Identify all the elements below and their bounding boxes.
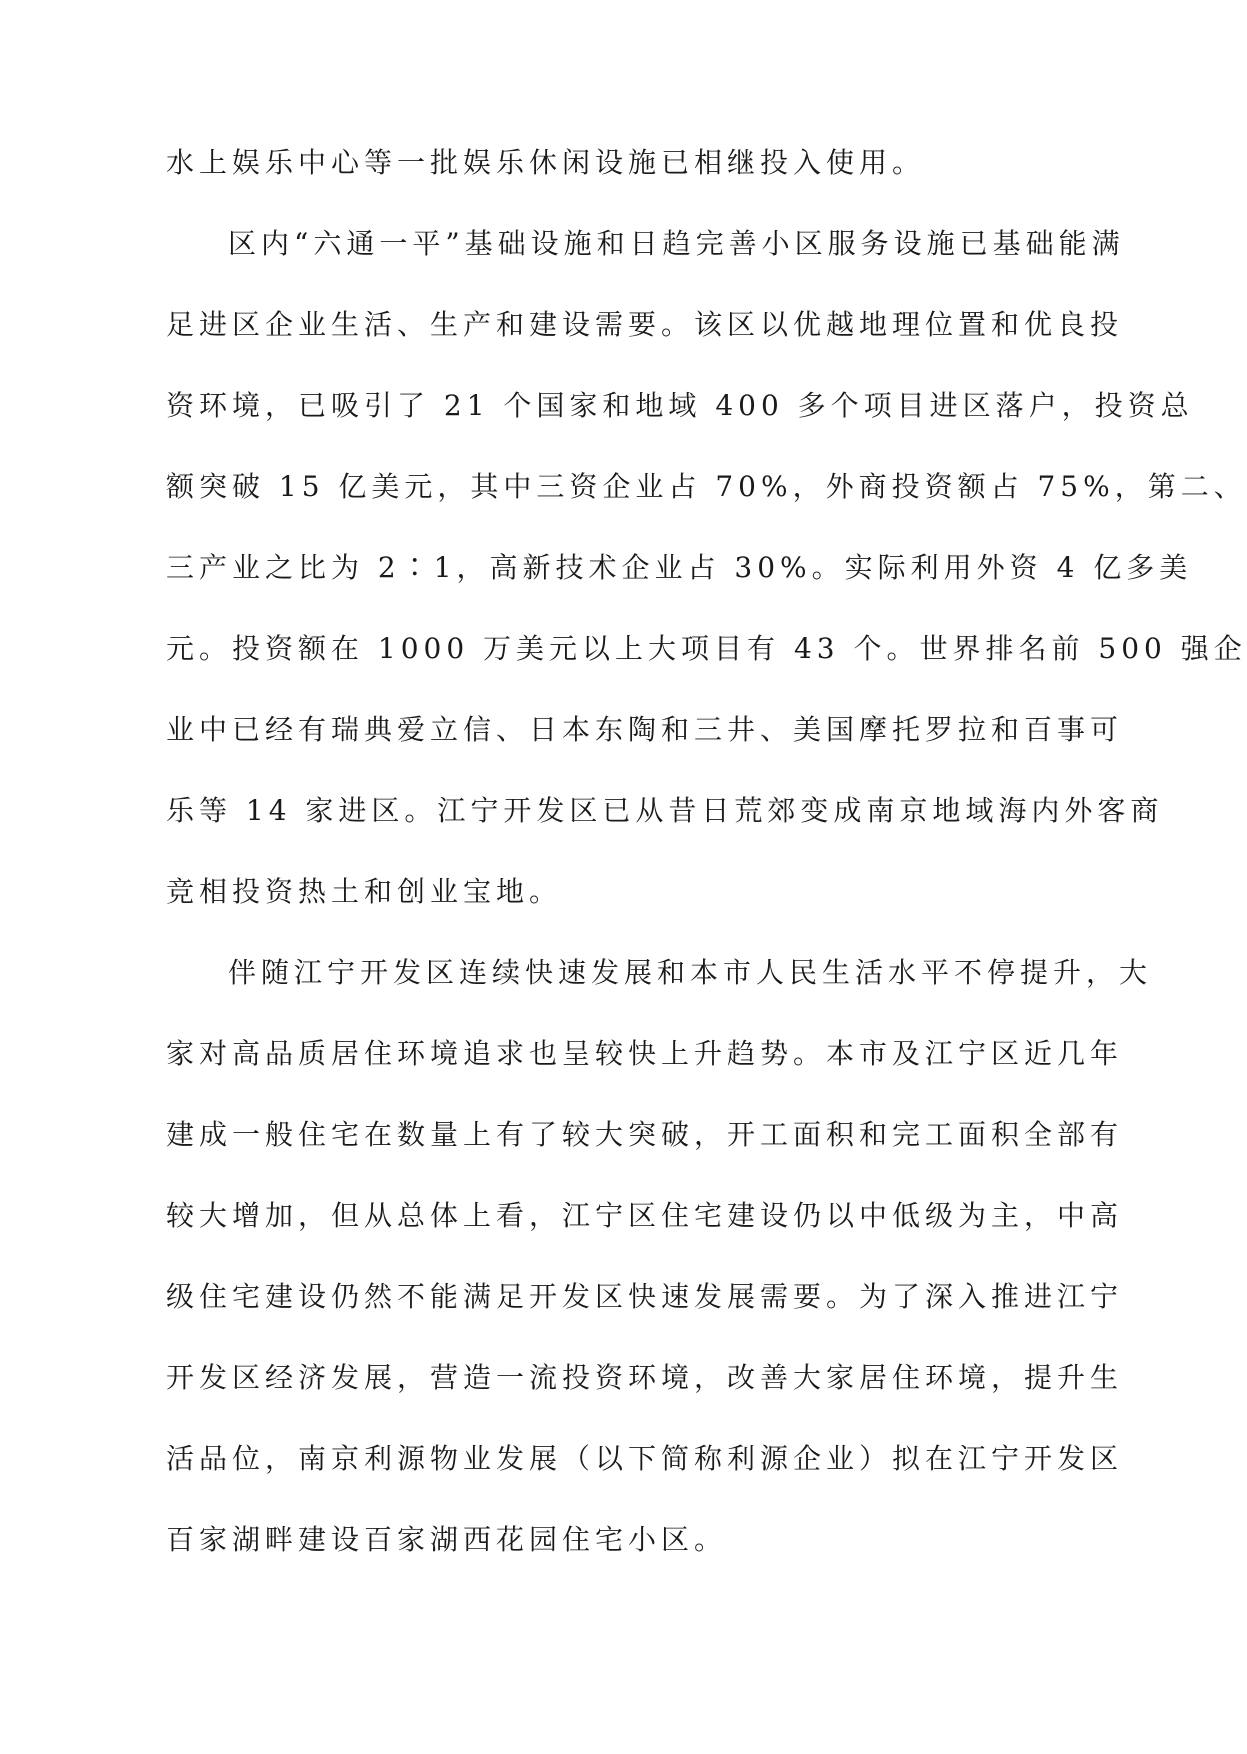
text-line: 水上娱乐中心等一批娱乐休闲设施已相继投入使用。 <box>166 146 926 179</box>
text-line: 开发区经济发展，营造一流投资环境，改善大家居住环境，提升生 <box>166 1361 1124 1394</box>
text-line: 三产业之比为 2∶1，高新技术企业占 30%。实际利用外资 4 亿多美 <box>166 551 1193 584</box>
text-line: 百家湖畔建设百家湖西花园住宅小区。 <box>166 1523 728 1556</box>
text-line: 足进区企业生活、生产和建设需要。该区以优越地理位置和优良投 <box>166 308 1124 341</box>
text-line: 竞相投资热土和创业宝地。 <box>166 875 563 908</box>
document-body <box>166 122 1247 1580</box>
text-line: 活品位，南京利源物业发展（以下简称利源企业）拟在江宁开发区 <box>166 1442 1124 1475</box>
paragraph-2 <box>166 203 1247 932</box>
text-line: 建成一般住宅在数量上有了较大突破，开工面积和完工面积全部有 <box>166 1118 1124 1151</box>
text-line: 级住宅建设仍然不能满足开发区快速发展需要。为了深入推进江宁 <box>166 1280 1124 1313</box>
paragraph-1 <box>166 122 1126 203</box>
text-line: 业中已经有瑞典爱立信、日本东陶和三井、美国摩托罗拉和百事可 <box>166 713 1124 746</box>
text-line: 元。投资额在 1000 万美元以上大项目有 43 个。世界排名前 500 强企 <box>166 632 1247 665</box>
text-line: 资环境，已吸引了 21 个国家和地域 400 多个项目进区落户，投资总 <box>166 389 1194 422</box>
text-line: 较大增加，但从总体上看，江宁区住宅建设仍以中低级为主，中高 <box>166 1199 1124 1232</box>
text-line: 额突破 15 亿美元，其中三资企业占 70%，外商投资额占 75%，第二、 <box>166 470 1247 503</box>
paragraph-3 <box>166 932 1153 1580</box>
text-line: 区内“六通一平”基础设施和日趋完善小区服务设施已基础能满 <box>228 227 1125 260</box>
text-line: 家对高品质居住环境追求也呈较快上升趋势。本市及江宁区近几年 <box>166 1037 1124 1070</box>
text-line: 伴随江宁开发区连续快速发展和本市人民生活水平不停提升，大 <box>228 956 1153 989</box>
text-line: 乐等 14 家进区。江宁开发区已从昔日荒郊变成南京地域海内外客商 <box>166 794 1164 827</box>
